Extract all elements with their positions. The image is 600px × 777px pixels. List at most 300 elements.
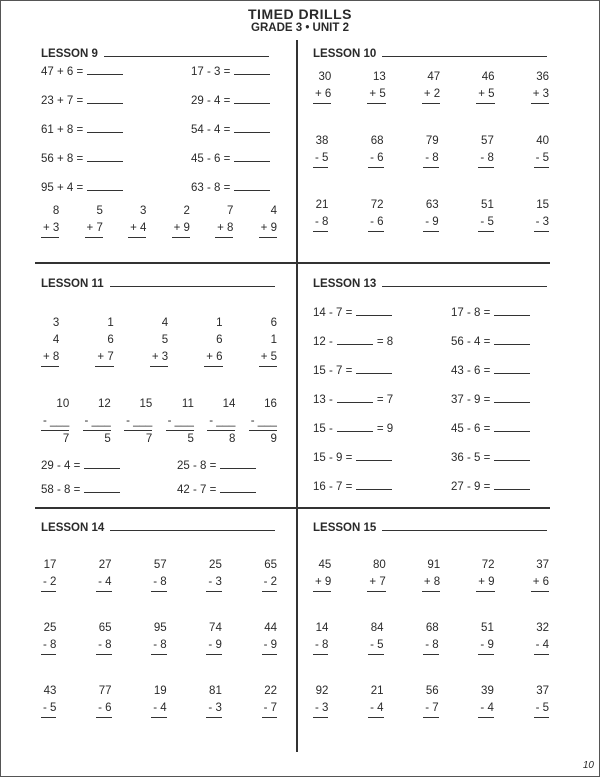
page-subtitle: GRADE 3 • UNIT 2 [251, 22, 349, 34]
problem-number: 3 [52, 317, 60, 329]
missing-number-problem [166, 396, 194, 448]
vertical-problem [313, 197, 328, 232]
problem-operand-line: - 4 [368, 700, 383, 718]
answer-blank[interactable] [87, 94, 123, 104]
vertical-problem [313, 557, 331, 592]
problem-operand-line: - 2 [41, 574, 56, 592]
vertical-problem [259, 315, 277, 367]
equation-text: 16 - 7 = [313, 481, 353, 493]
answer-blank[interactable] [84, 459, 120, 469]
missing-number-problem [124, 396, 152, 448]
equation [177, 483, 256, 496]
missing-number-problem [207, 396, 235, 448]
vertical-problem [96, 557, 111, 592]
problem-number: 6 [216, 334, 223, 346]
problem-number: 72 [481, 559, 495, 571]
equation [313, 393, 393, 406]
problem-number: 74 [209, 622, 222, 634]
equation [41, 459, 120, 472]
vertical-problem [313, 133, 328, 168]
equation-text: 37 - 9 = [451, 394, 491, 406]
equation [191, 152, 270, 165]
problem-operand-line: + 4 [128, 220, 146, 238]
missing-number-problem [41, 396, 69, 448]
problem-operand-line: + 5 [259, 349, 277, 367]
answer-blank[interactable] [337, 422, 373, 432]
answer-blank[interactable] [87, 65, 123, 75]
problem-number: 19 [153, 685, 167, 697]
equation-text: = 8 [376, 336, 394, 348]
problem-number: 6 [107, 334, 114, 346]
problem-number: 80 [372, 559, 386, 571]
problem-operand-line: - 5 [41, 700, 56, 718]
problem-operand-line: - 3 [206, 700, 221, 718]
vertical-problem [423, 683, 438, 718]
answer-blank[interactable] [337, 335, 373, 345]
vertical-problem [262, 683, 277, 718]
vertical-problem [367, 557, 385, 592]
lesson-title: LESSON 13 [313, 277, 547, 290]
equation-text: 42 - 7 = [177, 484, 217, 496]
answer-blank[interactable] [337, 393, 373, 403]
equation-text: 61 + 8 = [41, 124, 84, 136]
problem-operand-line: - 5 [534, 700, 549, 718]
problem-row [313, 557, 549, 592]
answer-blank[interactable] [494, 422, 530, 432]
problem-operand-line: - 6 [368, 214, 383, 232]
equation [451, 451, 530, 464]
equation [41, 65, 123, 78]
problem-operand-line: - 3 [206, 574, 221, 592]
vertical-problem [476, 557, 494, 592]
lesson-15-panel [313, 521, 558, 751]
vertical-problem [534, 620, 549, 655]
answer-blank[interactable] [87, 181, 123, 191]
problem-operand-line: - 8 [41, 637, 56, 655]
lesson-10-panel [313, 47, 558, 257]
answer-blank[interactable] [494, 335, 530, 345]
problem-number: 95 [153, 622, 167, 634]
vertical-problem [95, 315, 113, 367]
problem-number: 79 [425, 135, 439, 147]
problem-number: 46 [481, 71, 495, 83]
problem-number: 21 [315, 199, 329, 211]
problem-row [313, 69, 549, 104]
answer-blank[interactable] [494, 480, 530, 490]
problem-number: 14 [315, 622, 329, 634]
vertical-problem [313, 69, 331, 104]
problem-number: 15 [139, 398, 153, 410]
problem-operand-line: - 5 [313, 150, 328, 168]
problem-number: 56 [425, 685, 439, 697]
problem-operand-line: - 7 [262, 700, 277, 718]
problem-operand-line: - 9 [206, 637, 221, 655]
problem-number: 21 [370, 685, 384, 697]
problem-operand-line: - 8 [313, 637, 328, 655]
problem-row [41, 620, 277, 655]
problem-result: 7 [62, 433, 70, 445]
problem-operand-line: + 7 [95, 349, 113, 367]
problem-operand-line: - 9 [423, 214, 438, 232]
lesson-title: LESSON 15 [313, 521, 547, 534]
problem-operand-line: - 8 [151, 574, 166, 592]
vertical-problem [531, 69, 549, 104]
problem-row [313, 133, 549, 168]
answer-blank[interactable] [234, 65, 270, 75]
problem-row [313, 683, 549, 718]
equation [313, 364, 392, 377]
problem-operand-line: + 5 [476, 86, 494, 104]
problem-number: 5 [96, 205, 103, 217]
problem-operand-line: - 8 [423, 637, 438, 655]
equation-text: 63 - 8 = [191, 182, 231, 194]
vertical-problem [422, 557, 440, 592]
problem-result: 5 [104, 433, 111, 445]
problem-operand-line: + 6 [313, 86, 331, 104]
problem-number: 63 [425, 199, 439, 211]
problem-number: 65 [264, 559, 277, 571]
problem-number: 68 [370, 135, 384, 147]
vertical-problem [476, 69, 494, 104]
problem-operand-line: + 8 [422, 574, 440, 592]
problem-row [41, 557, 277, 592]
equation [41, 181, 123, 194]
problem-number: 30 [318, 71, 332, 83]
problem-operand-line: - 9 [478, 637, 493, 655]
answer-blank[interactable] [494, 364, 530, 374]
equation-text: 15 - 9 = [313, 452, 353, 464]
problem-operand-line: + 5 [367, 86, 385, 104]
equation-text: 47 + 6 = [41, 66, 84, 78]
problem-operand-line: - 6 [96, 700, 111, 718]
equation-text: 56 + 8 = [41, 153, 84, 165]
vertical-problem [150, 315, 168, 367]
problem-operand-line: - 8 [478, 150, 493, 168]
equation [177, 459, 256, 472]
problem-operand-line: + 6 [531, 574, 549, 592]
equation-text: 29 - 4 = [41, 460, 81, 472]
problem-result: 7 [145, 433, 153, 445]
vertical-problem [262, 557, 277, 592]
answer-blank[interactable] [494, 306, 530, 316]
equation-text: 56 - 4 = [451, 336, 491, 348]
vertical-problem [423, 133, 438, 168]
vertical-problem [313, 683, 328, 718]
problem-operand-line: - ___ [41, 413, 69, 431]
problem-number: 39 [481, 685, 494, 697]
problem-number: 11 [181, 398, 194, 410]
answer-blank[interactable] [356, 306, 392, 316]
problem-number: 37 [536, 559, 549, 571]
problem-operand-line: + 9 [259, 220, 277, 238]
equation-text: 29 - 4 = [191, 95, 231, 107]
problem-number: 57 [481, 135, 494, 147]
vertical-problem [151, 620, 166, 655]
equation-text: = 7 [376, 394, 394, 406]
equation-text: 17 - 3 = [191, 66, 231, 78]
problem-number: 6 [270, 317, 277, 329]
equation [451, 480, 530, 493]
lesson-title: LESSON 11 [41, 277, 275, 290]
page-title: TIMED DRILLS [248, 6, 352, 22]
problem-number: 13 [372, 71, 386, 83]
vertical-problem [478, 197, 493, 232]
vertical-problem [534, 197, 549, 232]
equation-text: 43 - 6 = [451, 365, 491, 377]
answer-blank[interactable] [234, 123, 270, 133]
missing-number-problem [83, 396, 111, 448]
problem-number: 43 [43, 685, 57, 697]
equation [191, 181, 270, 194]
problem-operand-line: + 9 [476, 574, 494, 592]
problem-number: 84 [370, 622, 384, 634]
problem-operand-line: - ___ [124, 413, 152, 431]
problem-number: 22 [264, 685, 277, 697]
problem-number: 36 [536, 71, 549, 83]
equation-text: 13 - [313, 394, 333, 406]
equation [41, 94, 123, 107]
equation [451, 335, 530, 348]
vertical-problem [85, 203, 103, 238]
vertical-problem [96, 620, 111, 655]
vertical-problem [204, 315, 222, 367]
problem-operand-line: + 8 [41, 349, 59, 367]
equation [191, 123, 270, 136]
problem-number: 1 [270, 334, 277, 346]
problem-number: 77 [98, 685, 112, 697]
problem-number: 92 [315, 685, 329, 697]
problem-number: 2 [183, 205, 190, 217]
vertical-problem [423, 197, 438, 232]
problem-operand-line: - 8 [313, 214, 328, 232]
problem-operand-line: - 5 [368, 637, 383, 655]
answer-blank[interactable] [356, 480, 392, 490]
problem-result: 8 [229, 433, 236, 445]
answer-blank[interactable] [87, 123, 123, 133]
equation-text: 15 - [313, 423, 333, 435]
horizontal-divider-bottom [35, 507, 550, 509]
problem-operand-line: + 9 [172, 220, 190, 238]
vertical-problem [478, 683, 493, 718]
problem-number: 5 [161, 334, 169, 346]
equation-text: 54 - 4 = [191, 124, 231, 136]
lesson-11-panel [41, 277, 291, 502]
lesson-title: LESSON 14 [41, 521, 275, 534]
vertical-problem [41, 557, 56, 592]
equation-text: 14 - 7 = [313, 307, 353, 319]
problem-operand-line: - 8 [423, 150, 438, 168]
horizontal-divider-top [35, 262, 550, 264]
vertical-problem [206, 557, 221, 592]
problem-operand-line: - ___ [83, 413, 111, 431]
problem-operand-line: - 7 [423, 700, 438, 718]
problem-number: 12 [97, 398, 111, 410]
answer-blank[interactable] [234, 152, 270, 162]
answer-blank[interactable] [234, 181, 270, 191]
vertical-problem [422, 69, 440, 104]
problem-row [313, 620, 549, 655]
problem-operand-line: - 4 [96, 574, 111, 592]
problem-operand-line: - ___ [249, 413, 277, 431]
equation-text: 36 - 5 = [451, 452, 491, 464]
equation-text: 27 - 9 = [451, 481, 491, 493]
problem-result: 5 [187, 433, 194, 445]
problem-number: 45 [318, 559, 332, 571]
equation-text: 23 + 7 = [41, 95, 84, 107]
vertical-problem [41, 203, 59, 238]
problem-operand-line: - 4 [478, 700, 493, 718]
equation [451, 422, 530, 435]
problem-number: 14 [222, 398, 236, 410]
problem-operand-line: - 4 [151, 700, 166, 718]
vertical-problem [478, 620, 493, 655]
answer-blank[interactable] [234, 94, 270, 104]
problem-operand-line: - 9 [262, 637, 277, 655]
problem-operand-line: + 7 [85, 220, 103, 238]
problem-row [313, 197, 549, 232]
problem-number: 37 [536, 685, 549, 697]
problem-number: 44 [264, 622, 277, 634]
problem-number: 65 [98, 622, 112, 634]
problem-number: 47 [427, 71, 441, 83]
equation [451, 364, 530, 377]
problem-number: 27 [98, 559, 112, 571]
equation-text: 17 - 8 = [451, 307, 491, 319]
equation [313, 480, 392, 493]
vertical-divider [296, 40, 298, 752]
problem-row [41, 683, 277, 718]
problem-operand-line: - 3 [313, 700, 328, 718]
equation [191, 65, 270, 78]
problem-number: 40 [536, 135, 549, 147]
equation [313, 306, 392, 319]
equation [41, 483, 120, 496]
vertical-problem [534, 683, 549, 718]
vertical-problem [368, 133, 383, 168]
vertical-problem [262, 620, 277, 655]
vertical-problem [215, 203, 233, 238]
answer-blank[interactable] [494, 393, 530, 403]
equation [451, 393, 530, 406]
lesson-title: LESSON 9 [41, 47, 269, 60]
problem-operand-line: - 2 [262, 574, 277, 592]
vertical-problem [368, 197, 383, 232]
lesson-14-panel [41, 521, 291, 751]
problem-number: 1 [107, 317, 114, 329]
problem-number: 8 [52, 205, 60, 217]
problem-number: 25 [43, 622, 57, 634]
problem-number: 91 [427, 559, 441, 571]
equation [41, 152, 123, 165]
problem-operand-line: + 3 [41, 220, 59, 238]
answer-blank[interactable] [356, 364, 392, 374]
lesson-13-panel [313, 277, 558, 502]
equation [313, 422, 393, 435]
equation-text: 45 - 6 = [451, 423, 491, 435]
problem-operand-line: - 5 [478, 214, 493, 232]
page-number: 10 [582, 760, 594, 771]
problem-number: 38 [315, 135, 329, 147]
problem-operand-line: - ___ [207, 413, 235, 431]
lesson-9-panel [41, 47, 291, 257]
vertical-problem [128, 203, 146, 238]
answer-blank[interactable] [494, 451, 530, 461]
problem-number: 25 [209, 559, 222, 571]
equation-text: 25 - 8 = [177, 460, 217, 472]
problem-result: 9 [270, 433, 277, 445]
vertical-problem [206, 620, 221, 655]
problem-number: 7 [227, 205, 234, 217]
answer-blank[interactable] [220, 459, 256, 469]
problem-operand-line: - 5 [534, 150, 549, 168]
problem-number: 4 [52, 334, 60, 346]
problem-operand-line: + 7 [367, 574, 385, 592]
vertical-problem [259, 203, 277, 238]
problem-number: 68 [425, 622, 439, 634]
problem-operand-line: + 3 [150, 349, 168, 367]
problem-operand-line: + 2 [422, 86, 440, 104]
equation-text: 95 + 4 = [41, 182, 84, 194]
problem-number: 4 [270, 205, 277, 217]
problem-number: 4 [161, 317, 169, 329]
equation-text: 15 - 7 = [313, 365, 353, 377]
problem-number: 32 [536, 622, 549, 634]
answer-blank[interactable] [84, 483, 120, 493]
vertical-problem [534, 133, 549, 168]
missing-number-problem [249, 396, 277, 448]
vertical-problem [41, 620, 56, 655]
equation-text: 45 - 6 = [191, 153, 231, 165]
problem-number: 81 [209, 685, 222, 697]
equation [41, 123, 123, 136]
answer-blank[interactable] [356, 451, 392, 461]
vertical-problem [368, 620, 383, 655]
equation [313, 335, 393, 348]
equation-text: = 9 [376, 423, 394, 435]
vertical-problem [206, 683, 221, 718]
vertical-problem [151, 557, 166, 592]
vertical-problem [478, 133, 493, 168]
vertical-problem [41, 315, 59, 367]
vertical-problem [423, 620, 438, 655]
equation [451, 306, 530, 319]
problem-operand-line: - 3 [534, 214, 549, 232]
problem-number: 3 [139, 205, 147, 217]
problem-operand-line: - ___ [166, 413, 194, 431]
equation [313, 451, 392, 464]
answer-blank[interactable] [87, 152, 123, 162]
equation-text: 12 - [313, 336, 333, 348]
vertical-problem [172, 203, 190, 238]
problem-operand-line: + 8 [215, 220, 233, 238]
problem-number: 51 [481, 622, 494, 634]
problem-number: 1 [216, 317, 223, 329]
problem-number: 51 [481, 199, 494, 211]
vertical-problem [151, 683, 166, 718]
problem-operand-line: + 6 [204, 349, 222, 367]
answer-blank[interactable] [220, 483, 256, 493]
problem-operand-line: - 4 [534, 637, 549, 655]
problem-number: 57 [153, 559, 167, 571]
problem-operand-line: - 6 [368, 150, 383, 168]
vertical-problem [96, 683, 111, 718]
problem-operand-line: - 8 [151, 637, 166, 655]
problem-number: 10 [56, 398, 70, 410]
vertical-problem [367, 69, 385, 104]
vertical-problem [368, 683, 383, 718]
equation [191, 94, 270, 107]
problem-number: 72 [370, 199, 384, 211]
